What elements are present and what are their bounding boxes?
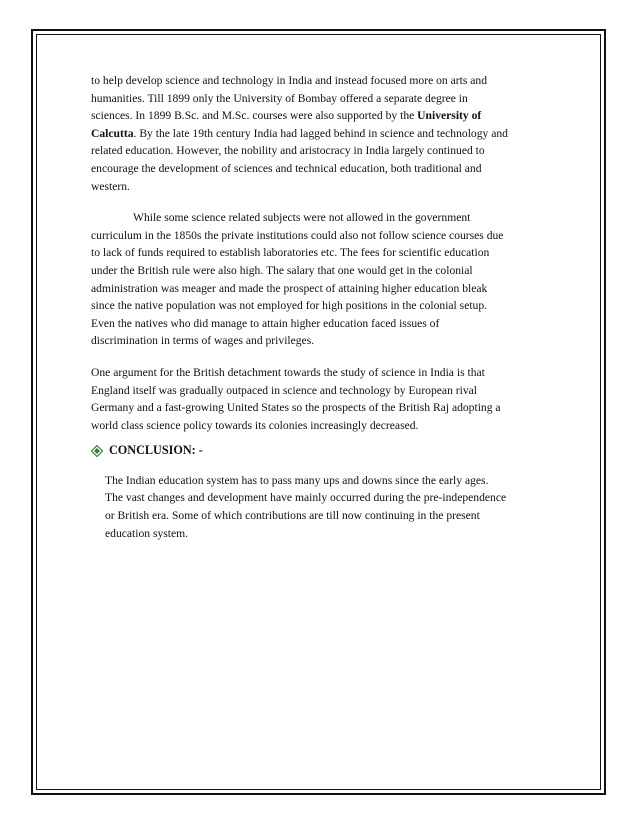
- conclusion-paragraph: [91, 472, 551, 542]
- paragraph-line: world class science policy towards its colonies increasingly decreased.: [91, 418, 419, 432]
- bold-university-text: University of: [417, 109, 482, 123]
- paragraph-3: [91, 364, 551, 434]
- paragraph-line: One argument for the British detachment towards the study of science in India is that: [91, 365, 485, 379]
- paragraph-line: since the native population was not employed for high positions in the colonial setup.: [91, 299, 488, 313]
- paragraph-line: encourage the development of sciences and technical education, both traditional and: [91, 161, 482, 175]
- paragraph-line: or British era. Some of which contributions are till now continuing in the present: [105, 509, 480, 523]
- conclusion-heading: [91, 442, 551, 460]
- bold-calcutta-text: Calcutta: [91, 126, 134, 140]
- paragraph-text: . By the late 19th century India had lagged behind in science and technology and: [133, 126, 508, 140]
- paragraph-line: The vast changes and development have mainly occurred during the pre-independence: [105, 491, 507, 505]
- paragraph-line: administration was meager and made the prospect of attaining higher education bleak: [91, 281, 488, 295]
- paragraph-1: [91, 72, 551, 195]
- conclusion-heading-text: CONCLUSION: -: [109, 443, 203, 458]
- paragraph-line: curriculum in the 1850s the private institutions could also not follow science courses due: [91, 228, 504, 242]
- paragraph-line: [91, 125, 551, 143]
- paragraph-line: The Indian education system has to pass many ups and downs since the early ages.: [105, 473, 489, 487]
- paragraph-line: England itself was gradually outpaced in science and technology by European rival: [91, 383, 478, 397]
- paragraph-text: sciences. In 1899 B.Sc. and M.Sc. courses were also supported by the: [91, 109, 418, 123]
- paragraph-line: western.: [91, 179, 130, 193]
- paragraph-line: to lack of funds required to establish laboratories etc. The fees for scientific education: [91, 246, 490, 260]
- paragraph-line: While some science related subjects were not allowed in the government: [133, 211, 471, 225]
- diamond-bullet-icon: [91, 445, 103, 457]
- paragraph-line: under the British rule were also high. The salary that one would get in the colonial: [91, 263, 473, 277]
- paragraph-line: [91, 107, 551, 125]
- paragraph-2: [91, 209, 551, 350]
- document-body: [91, 72, 551, 542]
- paragraph-line: Even the natives who did manage to attain higher education faced issues of: [91, 316, 440, 330]
- paragraph-line: humanities. Till 1899 only the University of Bombay offered a separate degree in: [91, 91, 468, 105]
- paragraph-line: education system.: [105, 526, 189, 540]
- paragraph-line: discrimination in terms of wages and privileges.: [91, 334, 315, 348]
- paragraph-line: related education. However, the nobility and aristocracy in India largely continued to: [91, 144, 485, 158]
- paragraph-line: Germany and a fast-growing United States so the prospects of the British Raj adopting a: [91, 401, 501, 415]
- paragraph-line: to help develop science and technology in India and instead focused more on arts and: [91, 74, 487, 87]
